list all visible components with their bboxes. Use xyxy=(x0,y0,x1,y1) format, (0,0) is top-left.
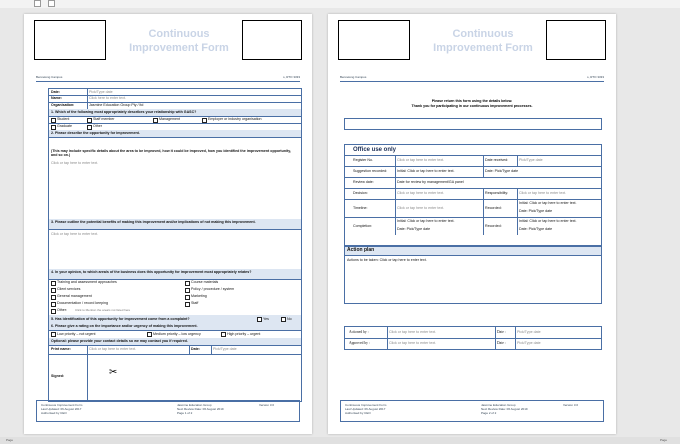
q4-other-checkbox[interactable] xyxy=(51,309,56,314)
footer-title: Continuous Improvement Form xyxy=(41,403,83,407)
timeline-field[interactable]: Click or tap here to enter text. xyxy=(397,206,445,210)
q1-other-label: Other xyxy=(93,124,102,128)
signed-row xyxy=(49,354,301,400)
logo-placeholder-right xyxy=(242,20,302,60)
q3-answer-area xyxy=(49,229,301,270)
print-name-field[interactable]: Click or tap here to enter text. xyxy=(89,347,137,351)
q4-client-checkbox[interactable] xyxy=(51,288,56,293)
completion-row xyxy=(345,217,601,235)
q4-text: 4. In your opinion, to which area/s of the business does this opportunity for improvement most appropriately relates? xyxy=(51,270,252,274)
footer-page2 xyxy=(340,400,604,422)
q1-student-label: Student xyxy=(57,117,70,121)
action-title: Action plan xyxy=(347,247,375,253)
toolbar-checkbox-2[interactable] xyxy=(48,0,55,7)
action-title-row xyxy=(345,247,601,256)
q5-yes-checkbox[interactable] xyxy=(257,317,262,322)
q4-marketing-checkbox[interactable] xyxy=(185,295,190,300)
q2-field[interactable]: Click or tap here to enter text. xyxy=(51,161,99,165)
logo-placeholder-right-p2 xyxy=(546,20,606,60)
q4-documentation-label: Documentation / record keeping xyxy=(57,301,108,305)
date-field[interactable]: Pick/Type date xyxy=(89,90,113,94)
recorded-date[interactable]: Date: Pick/Type date xyxy=(519,209,553,213)
document-page-2 xyxy=(328,14,616,434)
recorded-label: Recorded: xyxy=(485,206,502,210)
footer-org-p2: Jasmine Education Group xyxy=(481,403,516,407)
q6-low-checkbox[interactable] xyxy=(51,332,56,337)
name-field[interactable]: Click here to enter text. xyxy=(89,96,126,100)
timeline-row xyxy=(345,199,601,218)
print-name-label: Print name: xyxy=(51,347,71,351)
q4-course-label: Course materials xyxy=(191,280,219,284)
review-field[interactable]: Date for review by management/GA panel xyxy=(397,180,464,184)
recorded2-initial[interactable]: Initial: Click or tap here to enter text. xyxy=(519,219,577,223)
q3-text: 3. Please outline the potential benefits of making this improvement and/or implications of not making this improvement. xyxy=(51,220,256,224)
q4-general-checkbox[interactable] xyxy=(51,295,56,300)
responsibility-label: Responsibility: xyxy=(485,191,509,195)
form-title-line2: Improvement Form xyxy=(129,42,229,54)
signature-mark: ✂ xyxy=(109,367,118,378)
suggestion-date[interactable]: Date: Pick/Type date xyxy=(485,169,519,173)
recorded-initial[interactable]: Initial: Click or tap here to enter text. xyxy=(519,201,577,205)
signed-label: Signed: xyxy=(51,374,65,378)
q4-policy-label: Policy / procedure / system xyxy=(191,287,235,291)
footer-authorised-p2: Authorised by CEO xyxy=(345,411,371,415)
date-label: Date: xyxy=(51,90,60,94)
approved-label: Approved by : xyxy=(349,341,370,345)
footer-authorised: Authorised by CEO xyxy=(41,411,67,415)
q5-yes-label: Yes xyxy=(263,317,269,321)
status-left: Page xyxy=(6,438,14,442)
header-left-text: Bennelong Campus xyxy=(36,75,63,79)
actioned-label: Actioned by : xyxy=(349,330,369,334)
footer-updated: Last Updated: 06 August 2017 xyxy=(41,407,82,411)
address-box xyxy=(344,118,602,130)
actioned-field[interactable]: Click or tap here to enter text. xyxy=(389,330,437,334)
completion-date[interactable]: Date: Pick/Type date xyxy=(397,227,431,231)
q6-high-checkbox[interactable] xyxy=(221,332,226,337)
q5-no-label: No xyxy=(287,317,292,321)
q6-medium-label: Medium priority – low urgency xyxy=(153,332,201,336)
q4-documentation-checkbox[interactable] xyxy=(51,302,56,307)
q6-text: 6. Please give a rating on the importance and/or urgency of making this improvement. xyxy=(51,324,198,328)
optional-text: Optional: please provide your contact details so we may contact you if required. xyxy=(51,339,188,343)
toolbar-checkbox-1[interactable] xyxy=(34,0,41,7)
footer-review: Next Review Date: 06 August 2019 xyxy=(177,407,224,411)
actioned-date-label: Date : xyxy=(497,330,506,334)
footer-page-num-p2: Page 2 of 2 xyxy=(481,411,497,415)
footer-page-num: Page 1 of 2 xyxy=(177,411,193,415)
organisation-field[interactable]: Jasmine Education Group Pty / ltd xyxy=(89,103,144,107)
logo-placeholder-left xyxy=(34,20,106,60)
register-field[interactable]: Click or tap here to enter text. xyxy=(397,158,445,162)
footer-updated-p2: Last Updated: 06 August 2017 xyxy=(345,407,386,411)
q4-general-label: General management xyxy=(57,294,92,298)
review-label: Review date: xyxy=(353,180,374,184)
actioned-date-field[interactable]: Pick/Type date xyxy=(517,330,541,334)
q6-medium-checkbox[interactable] xyxy=(147,332,152,337)
suggestion-field[interactable]: Initial: Click or tap here to enter text. xyxy=(397,169,455,173)
header-right-text: s, RTO 3333 xyxy=(283,75,300,79)
status-bar xyxy=(0,437,680,444)
approved-date-label: Date : xyxy=(497,341,506,345)
received-label: Date received: xyxy=(485,158,509,162)
q2-answer-area xyxy=(49,137,301,220)
q1-text: 1. Which of the following most appropriately describes your relationship with GASC? xyxy=(51,110,197,114)
q5-no-checkbox[interactable] xyxy=(281,317,286,322)
q4-staff-checkbox[interactable] xyxy=(185,302,190,307)
date2-label: Date: xyxy=(191,347,200,351)
form-title-line1-p2: Continuous xyxy=(452,28,514,40)
office-use-table xyxy=(344,144,602,246)
q6-low-label: Low priority – not urgent xyxy=(57,332,96,336)
footer-version-p2: Version 3.0 xyxy=(563,403,579,407)
q3-field[interactable]: Click or tap here to enter text. xyxy=(51,232,99,236)
logo-placeholder-left-p2 xyxy=(338,20,410,60)
q1-management-label: Management xyxy=(159,117,180,121)
header-line xyxy=(36,75,300,82)
toolbar xyxy=(0,0,680,8)
q5-text: 5. Has identification of this opportunity for improvement come from a complaint? xyxy=(51,317,190,321)
office-title: Office use only xyxy=(353,147,397,153)
footer-review-p2: Next Review Date: 06 August 2019 xyxy=(481,407,528,411)
suggestion-label: Suggestion recorded: xyxy=(353,169,388,173)
q4-course-checkbox[interactable] xyxy=(185,281,190,286)
return-line2: Thank you for participating in our continuous improvement processes. xyxy=(411,104,533,108)
q4-other-field[interactable]: Click to Mention the area/s not listed here xyxy=(75,308,131,312)
form-title-line1: Continuous xyxy=(148,28,210,40)
q4-staff-label: Staff xyxy=(191,301,199,305)
q1-graduate-label: Graduate xyxy=(57,124,72,128)
q2-text: 2. Please describe the opportunity for improvement. xyxy=(51,131,140,135)
footer-org: Jasmine Education Group xyxy=(177,403,212,407)
q1-employer-label: Employer or industry organisation xyxy=(208,117,262,121)
received-field[interactable]: Pick/Type date xyxy=(519,158,543,162)
organisation-label: Organisation: xyxy=(51,103,75,107)
document-page-1 xyxy=(24,14,312,434)
action-field[interactable]: Actions to be taken: Click or tap here to enter text. xyxy=(347,258,427,262)
footer-title-p2: Continuous Improvement Form xyxy=(345,403,387,407)
footer-page1 xyxy=(36,400,300,422)
q2-note: (This may include specific details about the area to be improved, how it could be improved, how you identified the improvement opportunity, and so on.) xyxy=(51,149,291,158)
q4-training-checkbox[interactable] xyxy=(51,281,56,286)
responsibility-field[interactable]: Click or tap here to enter text. xyxy=(519,191,567,195)
return-line1: Please return this form using the details below. xyxy=(431,99,513,103)
recorded2-label: Recorded: xyxy=(485,224,502,228)
q4-policy-checkbox[interactable] xyxy=(185,288,190,293)
approved-row xyxy=(345,338,601,349)
q4-marketing-label: Marketing xyxy=(191,294,207,298)
register-label: Register No. xyxy=(353,158,373,162)
recorded2-date[interactable]: Date: Pick/Type date xyxy=(519,227,553,231)
q4-options xyxy=(49,279,301,316)
status-right: Page xyxy=(660,438,668,442)
approval-table xyxy=(344,326,602,350)
name-label: Name: xyxy=(51,96,62,100)
timeline-label: Timeline: xyxy=(353,206,368,210)
approved-date-field[interactable]: Pick/Type date xyxy=(517,341,541,345)
completion-initial[interactable]: Initial: Click or tap here to enter text. xyxy=(397,219,455,223)
footer-version: Version 3.0 xyxy=(259,403,275,407)
q4-client-label: Client services xyxy=(57,287,81,291)
q6-high-label: High priority – urgent xyxy=(227,332,261,336)
approved-field[interactable]: Click or tap here to enter text. xyxy=(389,341,437,345)
completion-label: Completion: xyxy=(353,224,373,228)
header-left-text-p2: Bennelong Campus xyxy=(340,75,367,79)
form-table-page1 xyxy=(48,88,302,402)
q1-staff-label: Staff member xyxy=(93,117,115,121)
header-right-text-p2: s, RTO 3333 xyxy=(587,75,604,79)
decision-label: Decision: xyxy=(353,191,368,195)
form-title-line2-p2: Improvement Form xyxy=(433,42,533,54)
header-line-p2 xyxy=(340,75,604,82)
date2-field[interactable]: Pick/Type date xyxy=(213,347,237,351)
q4-other-label: Other: xyxy=(57,308,67,312)
decision-field[interactable]: Click or tap here to enter text. xyxy=(397,191,445,195)
action-plan-table xyxy=(344,246,602,304)
q4-training-label: Training and assessment approaches xyxy=(57,280,117,284)
